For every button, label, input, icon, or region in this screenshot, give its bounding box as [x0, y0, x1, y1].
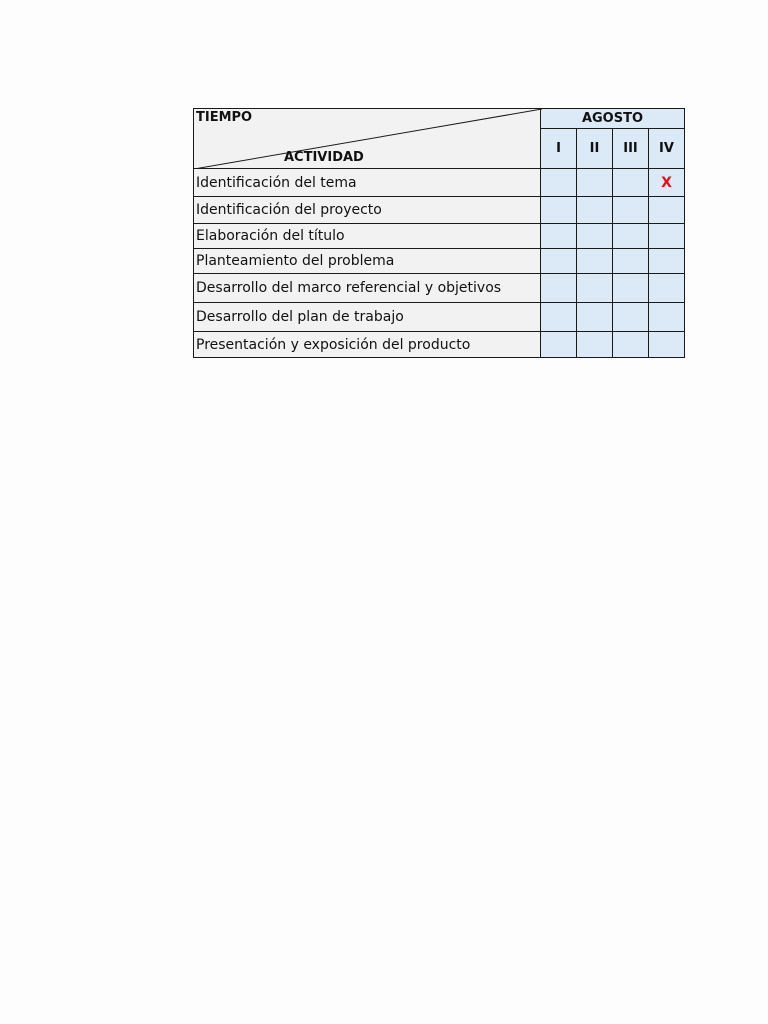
week-cell — [649, 249, 685, 274]
week-cell — [649, 332, 685, 358]
table-row — [194, 249, 685, 274]
mark-x: X — [661, 174, 672, 191]
week-cell — [541, 224, 577, 249]
week-cell — [577, 332, 613, 358]
week-cell — [577, 303, 613, 332]
schedule-table — [193, 108, 685, 358]
corner-label-tiempo: TIEMPO — [196, 110, 253, 125]
table-row — [194, 169, 685, 197]
week-cell — [613, 332, 649, 358]
activity-cell: Planteamiento del problema — [194, 249, 541, 274]
corner-header-cell — [194, 109, 541, 169]
week-cell — [613, 197, 649, 224]
activity-rows — [194, 169, 685, 358]
week-cell — [649, 274, 685, 303]
week-cell — [613, 169, 649, 197]
table-row — [194, 274, 685, 303]
week-cell — [577, 274, 613, 303]
week-cell — [649, 197, 685, 224]
week-cell — [541, 274, 577, 303]
week-header: II — [577, 129, 613, 169]
table-row — [194, 332, 685, 358]
week-cell — [541, 197, 577, 224]
week-cell — [577, 197, 613, 224]
week-cell — [541, 169, 577, 197]
week-cell — [613, 224, 649, 249]
activity-cell: Desarrollo del plan de trabajo — [194, 303, 541, 332]
week-cell — [649, 303, 685, 332]
week-cell — [577, 249, 613, 274]
week-cell — [541, 249, 577, 274]
activity-cell: Identificación del proyecto — [194, 197, 541, 224]
week-cell — [541, 303, 577, 332]
week-header: III — [613, 129, 649, 169]
activity-cell: Elaboración del título — [194, 224, 541, 249]
week-cell — [577, 224, 613, 249]
week-header: IV — [649, 129, 685, 169]
week-cell — [649, 224, 685, 249]
corner-label-actividad: ACTIVIDAD — [284, 150, 364, 165]
week-header: I — [541, 129, 577, 169]
week-cell — [613, 303, 649, 332]
week-cell — [541, 332, 577, 358]
month-header: AGOSTO — [541, 109, 685, 129]
week-cell — [613, 274, 649, 303]
table-row — [194, 224, 685, 249]
activity-cell: Presentación y exposición del producto — [194, 332, 541, 358]
activity-cell: Identificación del tema — [194, 169, 541, 197]
table-row — [194, 303, 685, 332]
table-row — [194, 197, 685, 224]
activity-cell: Desarrollo del marco referencial y objetivos — [194, 274, 541, 303]
week-cell — [649, 169, 685, 197]
week-cell — [613, 249, 649, 274]
week-cell — [577, 169, 613, 197]
